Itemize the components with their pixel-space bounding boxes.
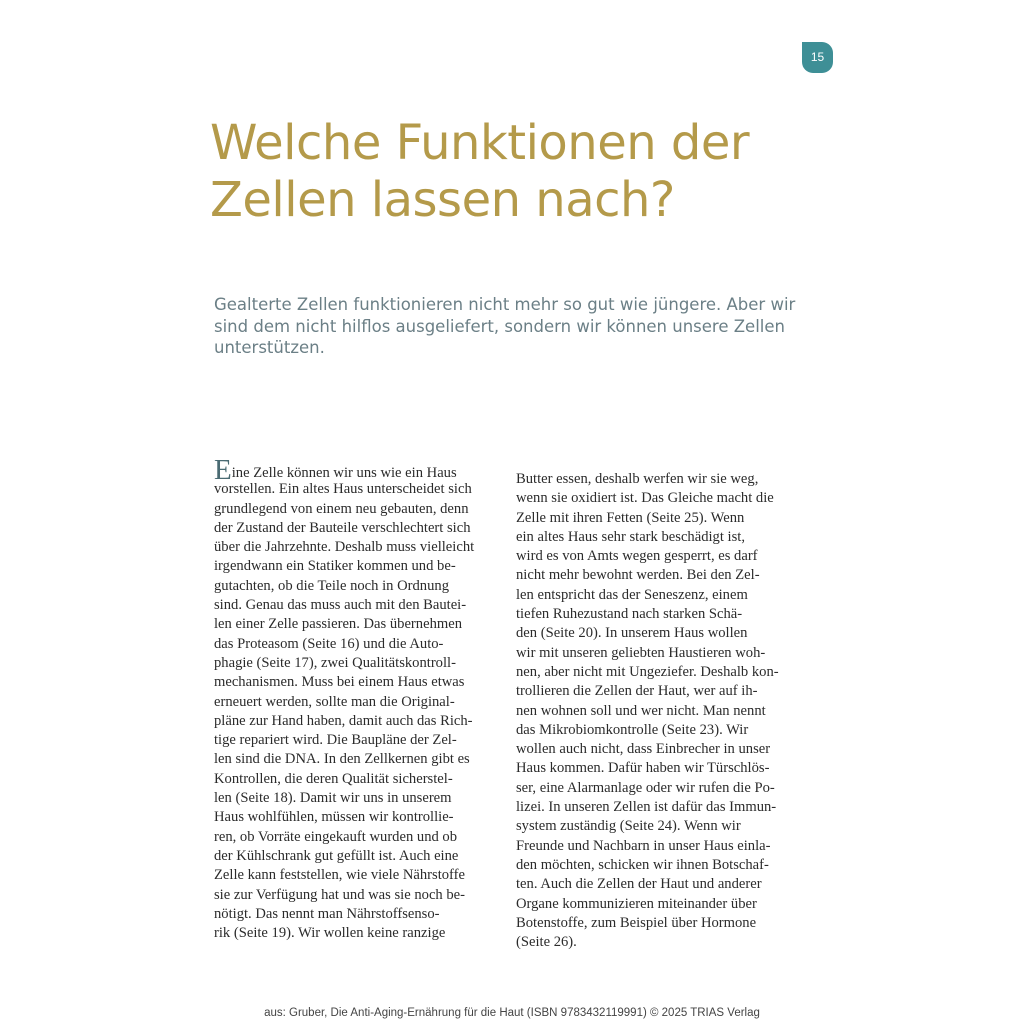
body-text-line: nen wohnen soll und wer nicht. Man nennt (516, 702, 766, 719)
body-text-line: ein altes Haus sehr stark beschädigt ist, (516, 528, 745, 545)
body-text-line: nen, aber nicht mit Ungeziefer. Deshalb kon- (516, 663, 779, 680)
body-text-line: Haus wohlfühlen, müssen wir kontrollie- (214, 809, 454, 826)
body-text-line: den (Seite 20). In unserem Haus wollen (516, 625, 748, 642)
body-text-line: das Mikrobiomkontrolle (Seite 23). Wir (516, 721, 749, 738)
lead-line: unterstützen. (214, 338, 325, 357)
lead-paragraph (214, 294, 814, 359)
body-column-right (516, 470, 801, 952)
body-text-line: Zelle kann feststellen, wie viele Nährstoffe (214, 867, 465, 884)
title-line: Zellen lassen nach? (210, 172, 675, 228)
body-text-line: rik (Seite 19). Wir wollen keine ranzige (214, 925, 446, 942)
body-text-line: das Proteasom (Seite 16) und die Auto- (214, 635, 444, 652)
body-text-line: Kontrollen, die deren Qualität sicherstel- (214, 770, 453, 787)
body-text-line: tige repariert wird. Die Baupläne der Zel- (214, 732, 457, 749)
body-text-line: Haus kommen. Dafür haben wir Türschlös- (516, 760, 770, 777)
body-text-line: lizei. In unseren Zellen ist dafür das Immun- (516, 799, 777, 816)
body-text-line: Organe kommunizieren miteinander über (516, 895, 757, 912)
body-text-line: Zelle mit ihren Fetten (Seite 25). Wenn (516, 509, 745, 526)
body-text-line: nicht mehr bewohnt werden. Bei den Zel- (516, 567, 760, 584)
body-text-line: pläne zur Hand haben, damit auch das Rich- (214, 712, 473, 729)
body-text-line: len (Seite 18). Damit wir uns in unserem (214, 790, 452, 807)
body-text-line: len entspricht das der Seneszenz, einem (516, 586, 748, 603)
body-text-line: der Kühlschrank gut gefüllt ist. Auch eine (214, 847, 459, 864)
body-text-line: den möchten, schicken wir ihnen Botschaf- (516, 856, 769, 873)
body-text-line: phagie (Seite 17), zwei Qualitätskontroll- (214, 654, 456, 671)
body-text-line: len sind die DNA. In den Zellkernen gibt es (214, 751, 470, 768)
body-text-line: mechanismen. Muss bei einem Haus etwas (214, 674, 465, 691)
body-text-line: (Seite 26). (516, 934, 577, 951)
body-text-line: wollen auch nicht, dass Einbrecher in unser (516, 741, 771, 758)
body-text-line: über die Jahrzehnte. Deshalb muss vielleicht (214, 539, 475, 556)
source-footer: aus: Gruber, Die Anti-Aging-Ernährung für die Haut (ISBN 9783432119991) © 2025 TRIAS Verlag (264, 1007, 760, 1019)
body-text-line: Freunde und Nachbarn in unser Haus einla- (516, 837, 771, 854)
title-line: Welche Funktionen der (210, 115, 750, 171)
body-text-line: Botenstoffe, zum Beispiel über Hormone (516, 914, 757, 931)
body-text-line: system zuständig (Seite 24). Wenn wir (516, 818, 741, 835)
body-text-line: wir mit unseren geliebten Haustieren woh- (516, 644, 766, 661)
body-text-line: sind. Genau das muss auch mit den Bautei- (214, 597, 467, 614)
body-text-line: erneuert werden, sollte man die Original- (214, 693, 455, 710)
body-text-line: nötigt. Das nennt man Nährstoffsenso- (214, 905, 440, 922)
page-number-badge: 15 (802, 42, 833, 73)
lead-line: sind dem nicht hilflos ausgeliefert, sondern wir können unsere Zellen (214, 316, 785, 336)
body-text-segment: ine Zelle können wir uns wie ein Haus (231, 465, 457, 481)
lead-line: Gealterte Zellen funktionieren nicht mehr so gut wie jüngere. Aber wir (214, 295, 796, 314)
body-text-line: ren, ob Vorräte eingekauft wurden und ob (214, 828, 458, 845)
body-text-line: ten. Auch die Zellen der Haut und anderer (516, 876, 762, 893)
body-text-line: vorstellen. Ein altes Haus unterscheidet sich (214, 481, 472, 498)
page-title (210, 115, 850, 229)
body-text-line (214, 454, 499, 486)
body-column-left (214, 454, 499, 943)
body-text-line: irgendwann ein Statiker kommen und be- (214, 558, 456, 575)
body-text-line: gutachten, ob die Teile noch in Ordnung (214, 577, 449, 594)
body-text-line: len einer Zelle passieren. Das übernehmen (214, 616, 462, 633)
drop-cap: E (214, 454, 232, 486)
body-text-line: wenn sie oxidiert ist. Das Gleiche macht die (516, 490, 774, 507)
body-text-line: sie zur Verfügung hat und was sie noch be- (214, 886, 466, 903)
body-text-line: der Zustand der Bauteile verschlechtert sich (214, 519, 471, 536)
body-text-line: tiefen Ruhezustand nach starken Schä- (516, 606, 743, 623)
body-text-line: grundlegend von einem neu gebauten, denn (214, 500, 469, 517)
body-text-line: trollieren die Zellen der Haut, wer auf ih- (516, 683, 758, 700)
body-text-line: ser, eine Alarmanlage oder wir rufen die Po- (516, 779, 775, 796)
body-text-line: wird es von Amts wegen gesperrt, es darf (516, 548, 758, 565)
body-text-line: Butter essen, deshalb werfen wir sie weg, (516, 471, 759, 487)
